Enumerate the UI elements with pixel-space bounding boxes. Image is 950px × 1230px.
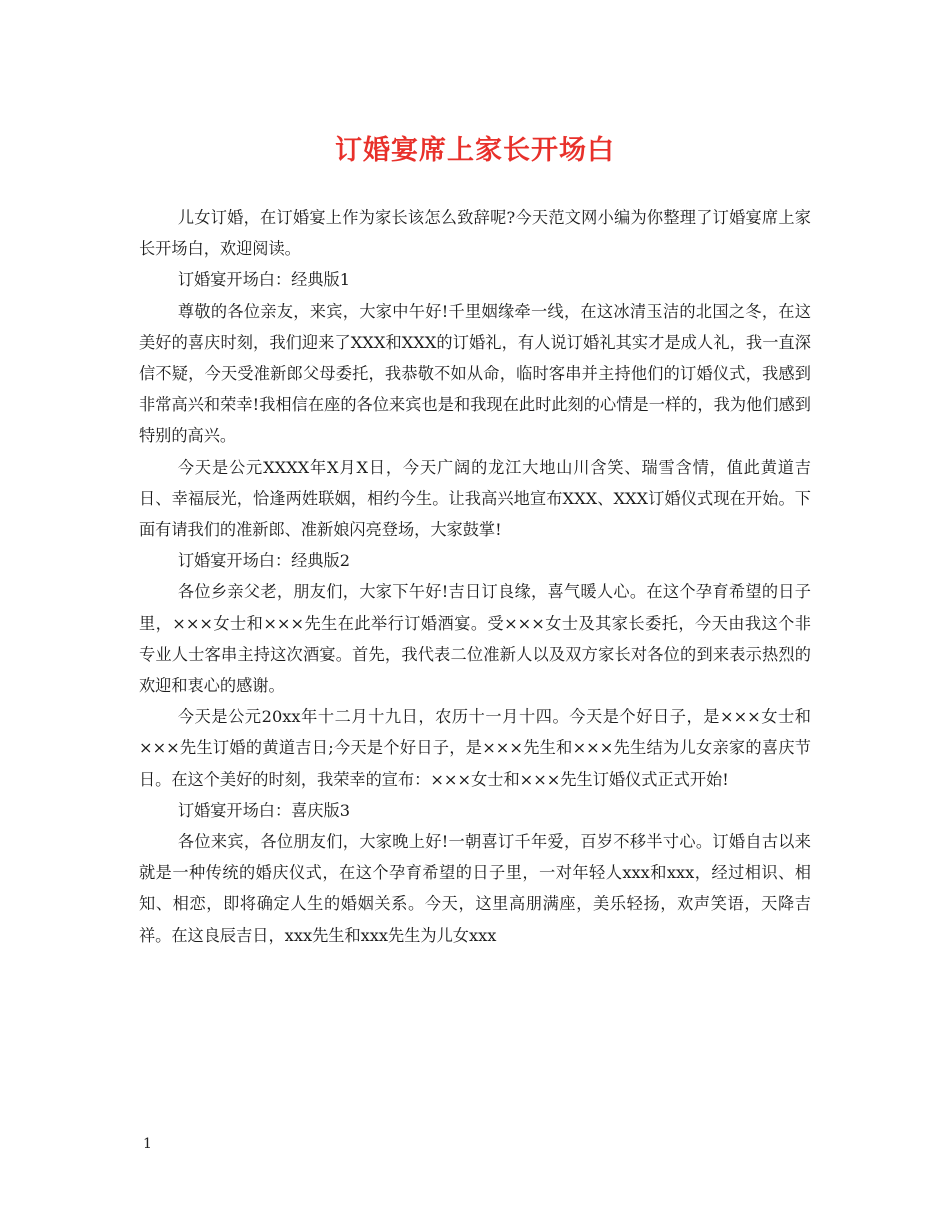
section-heading-3: 订婚宴开场白：喜庆版3 xyxy=(177,800,351,820)
paragraph: 今天是公元20xx年十二月十九日，农历十一月十四。今天是个好日子，是×××女士和×××先生订婚的黄道吉日;今天是个好日子，是×××先生和×××先生结为儿女亲家的喜庆节日。在这个美好的时刻，我荣幸的宣布：×××女士和×××先生订婚仪式正式开始! xyxy=(139,707,811,789)
section-heading-2: 订婚宴开场白：经典版2 xyxy=(177,551,351,571)
paragraph: 各位来宾，各位朋友们，大家晚上好!一朝喜订千年爱，百岁不移半寸心。订婚自古以来就是一种传统的婚庆仪式，在这个孕育希望的日子里，一对年轻人xxx和xxx，经过相识、相知、相恋，即将确定人生的婚姻关系。今天，这里高朋满座，美乐轻扬，欢声笑语，天降吉祥。在这良辰吉日，xxx先生和xxx先生为儿女xxx xyxy=(139,832,811,945)
paragraph: 尊敬的各位亲友，来宾，大家中午好!千里姻缘牵一线，在这冰清玉洁的北国之冬，在这美好的喜庆时刻，我们迎来了XXX和XXX的订婚礼，有人说订婚礼其实才是成人礼，我一直深信不疑，今天受准新郎父母委托，我恭敬不如从命，临时客串并主持他们的订婚仪式，我感到非常高兴和荣幸!我相信在座的各位来宾也是和我现在此时此刻的心情是一样的，我为他们感到特别的高兴。 xyxy=(139,301,811,446)
section-heading-1: 订婚宴开场白：经典版1 xyxy=(177,270,351,290)
paragraph-intro: 儿女订婚，在订婚宴上作为家长该怎么致辞呢?今天范文网小编为你整理了订婚宴席上家长开场白，欢迎阅读。 xyxy=(139,208,811,259)
page-number: 1 xyxy=(143,1136,152,1152)
paragraph: 各位乡亲父老，朋友们，大家下午好!吉日订良缘，喜气暖人心。在这个孕育希望的日子里，×××女士和×××先生在此举行订婚酒宴。受×××女士及其家长委托，今天由我这个非专业人士客串主持这次酒宴。首先，我代表二位准新人以及双方家长对各位的到来表示热烈的欢迎和衷心的感谢。 xyxy=(139,582,811,696)
paragraph: 今天是公元XXXX年X月X日，今天广阔的龙江大地山川含笑、瑞雪含情，值此黄道吉日、幸福辰光，恰逢两姓联姻，相约今生。让我高兴地宣布XXX、XXX订婚仪式现在开始。下面有请我们的准新郎、准新娘闪亮登场，大家鼓掌! xyxy=(139,457,811,540)
document-title: 订婚宴席上家长开场白 xyxy=(335,135,615,166)
document-body xyxy=(139,202,811,951)
